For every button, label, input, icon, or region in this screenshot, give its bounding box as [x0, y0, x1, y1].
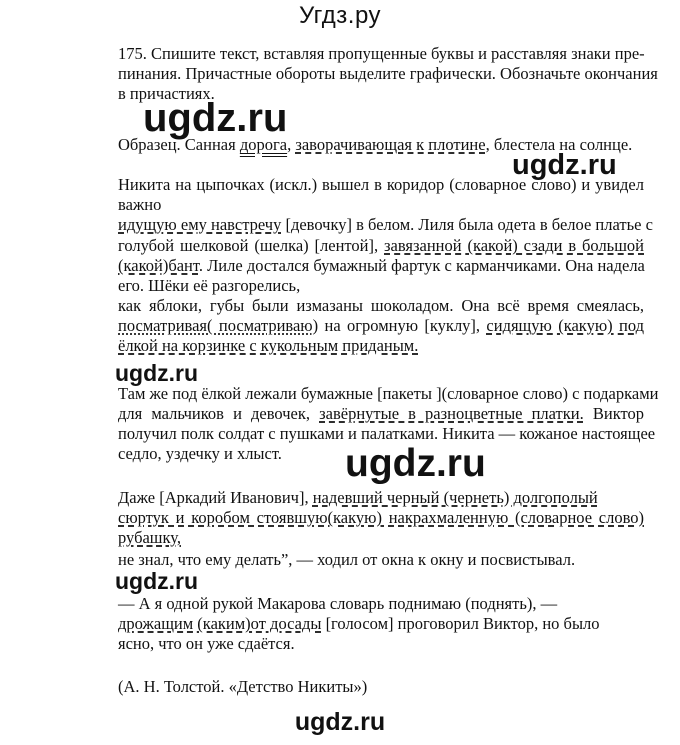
p1-line-7: как яблоки, губы были измазаны шоколадом. Она всё время смеялась,: [118, 296, 644, 315]
sample-text: Образец. Санная: [118, 135, 240, 154]
watermark: ugdz.ru: [115, 360, 199, 386]
source-citation: (А. Н. Толстой. «Детство Никиты»): [118, 677, 368, 696]
exercise-line-1: 175. Спишите текст, вставляя пропущенные буквы и расставляя знаки пре-: [118, 44, 645, 63]
watermark: ugdz.ru: [115, 568, 199, 594]
text-span: на огромную [куклу],: [318, 316, 487, 335]
participle-phrase: надевший черный (чернеть) долгополый: [312, 488, 598, 507]
p1-line-4: [118, 236, 644, 256]
p1-line-1: Никита на цыпочках (искл.) вышел в коридор (словарное слово) и увидел: [118, 175, 644, 194]
p3-line-2: сюртук и коробом стоявшую(какую) накрахмаленную (словарное слово): [118, 508, 644, 527]
text-span: . Лиле достался бумажный фартук с карманчиками. Она надела: [198, 256, 645, 275]
p3-line-4: не знал, что ему делать”, — ходил от окна к окну и посвистывал.: [118, 550, 576, 569]
p1-line-9: [118, 336, 644, 356]
text-span: голубой шелковой (шелка) [лентой],: [118, 236, 384, 255]
p1-line-2: важно: [118, 195, 162, 214]
p3-line-1: [118, 488, 598, 508]
p4-line-3: ясно, что он уже сдаётся.: [118, 634, 295, 653]
sample-participle-phrase: заворачивающая к плотине: [295, 135, 486, 154]
p1-line-8: [118, 316, 644, 336]
p4-line-2: [118, 614, 644, 634]
p1-line-5: [118, 256, 644, 276]
text-span: [голосом] проговорил Виктор, но было: [321, 614, 600, 633]
site-header: Угдз.ру: [298, 2, 382, 29]
site-footer: ugdz.ru: [294, 708, 386, 736]
exercise-line-3: в причастиях.: [118, 84, 215, 103]
adverbial-phrase: посматривая( посматриваю): [118, 316, 319, 335]
p2-line-3: получил полк солдат с пушками и палатками. Никита — кожаное настоящее: [118, 424, 656, 443]
participle-phrase: завязанной (какой) сзади в большой: [384, 236, 644, 255]
participle-phrase: идущую ему навстречу: [118, 215, 282, 234]
watermark: ugdz.ru: [345, 442, 486, 485]
exercise-line-2: пинания. Причастные обороты выделите графически. Обозначьте окончания: [118, 64, 658, 83]
p1-line-6: его. Шёки её разгорелись,: [118, 276, 301, 295]
p2-line-2: [118, 404, 644, 424]
p2-line-1: Там же под ёлкой лежали бумажные [пакеты ](словарное слово) с подарками: [118, 384, 659, 403]
participle-phrase: сидящую (какую) под: [486, 316, 644, 335]
sample-tail: , блестела на солнце.: [485, 135, 633, 154]
text-span: Даже [Аркадий Иванович],: [118, 488, 313, 507]
participle-phrase: дрожащим (каким)от досады: [118, 614, 322, 633]
p2-line-4: седло, уздечку и хлыст.: [118, 444, 282, 463]
sample-comma: ,: [287, 135, 296, 154]
text-span: для мальчиков и девочек,: [118, 404, 320, 423]
participle-phrase: (какой)бант: [118, 256, 199, 275]
participle-phrase: ёлкой на корзинке с кукольным приданым.: [118, 336, 419, 355]
watermark: ugdz.ru: [143, 96, 288, 140]
text-span: [девочку] в белом. Лиля была одета в белое платье с: [281, 215, 653, 234]
participle-phrase: завёрнутые в разноцветные платки.: [319, 404, 584, 423]
p4-line-1: — А я одной рукой Макарова словарь поднимаю (поднять), —: [118, 594, 558, 613]
p1-line-3: [118, 215, 653, 235]
watermark: ugdz.ru: [512, 149, 617, 181]
p3-line-3: рубашку,: [118, 528, 181, 547]
sample-subject: дорога: [239, 135, 288, 154]
text-span: Виктор: [583, 404, 644, 423]
